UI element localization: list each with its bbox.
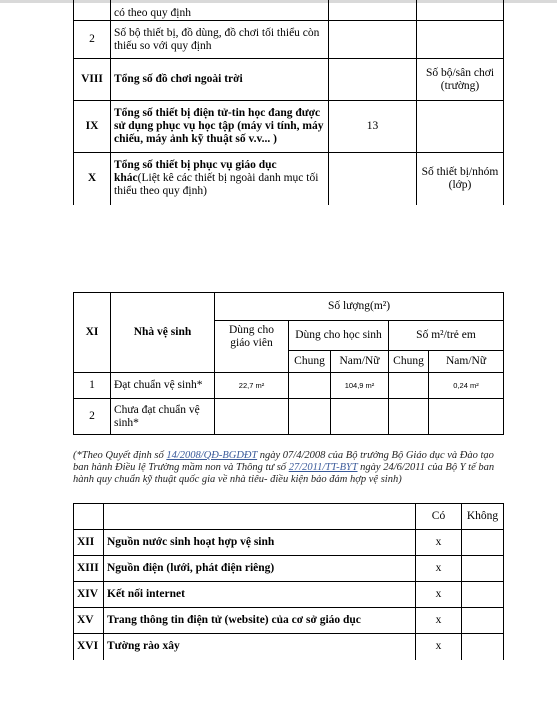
row-label: Tổng số đồ chơi ngoài trời: [111, 59, 329, 101]
row-number: XVI: [74, 634, 104, 660]
row-label-rest: (Liệt kê các thiết bị ngoài danh mục tối thiểu theo quy định): [114, 172, 319, 198]
row-label: Số bộ thiết bị, đồ dùng, đồ chơi tối thiểu còn thiếu so với quy định: [111, 21, 329, 59]
no-mark: [462, 608, 504, 634]
table-row: [74, 399, 504, 435]
table-header-row: [74, 504, 504, 530]
no-mark: [462, 582, 504, 608]
table-row: [74, 59, 504, 101]
row-number: XV: [74, 608, 104, 634]
row-number: IX: [74, 101, 111, 153]
table-row: [74, 21, 504, 59]
equipment-table: [73, 0, 504, 205]
toilet-table: [73, 292, 504, 435]
row-value: [329, 0, 417, 21]
students-common-value: [289, 373, 331, 399]
row-value: 13: [329, 101, 417, 153]
row-unit: Số thiết bị/nhóm (lớp): [417, 153, 504, 205]
teacher-header: Dùng cho giáo viên: [215, 321, 289, 373]
footnote-text: ngày 24/6/2011 của Bộ Y tế ban hành quy chuẩn kỹ thuật quốc gia về nhà tiêu- điều kiện bảo đảm hợp vệ sinh): [73, 462, 495, 485]
ratio-common-value: [389, 399, 429, 435]
row-number: XIII: [74, 556, 104, 582]
yes-mark: x: [416, 634, 462, 660]
row-unit: [417, 101, 504, 153]
ratio-header: Số m²/trẻ em: [389, 321, 504, 351]
students-common-value: [289, 399, 331, 435]
section-title: Nhà vệ sinh: [111, 293, 215, 373]
table-row: [74, 582, 504, 608]
row-number: [74, 0, 111, 21]
ratio-gender-value: 0,24 m²: [429, 373, 504, 399]
table-header-row: [74, 293, 504, 321]
students-gender-header: Nam/Nữ: [331, 351, 389, 373]
yes-mark: x: [416, 608, 462, 634]
teacher-value: [215, 399, 289, 435]
table-row: [74, 0, 504, 21]
ratio-gender-header: Nam/Nữ: [429, 351, 504, 373]
row-label: có theo quy định: [111, 0, 329, 21]
row-number: 2: [74, 399, 111, 435]
table-row: [74, 556, 504, 582]
ratio-common-header: Chung: [389, 351, 429, 373]
table-row: [74, 373, 504, 399]
yes-mark: x: [416, 530, 462, 556]
footnote-text: ngày 07/4/2008 của Bộ trưởng Bộ Giáo dục và Đào tạo ban hành Điều lệ Trường mầm non và Thông tư số: [73, 450, 494, 473]
footnote: [73, 450, 503, 486]
row-label: Tường rào xây: [104, 634, 416, 660]
header-blank: [74, 504, 104, 530]
no-mark: [462, 634, 504, 660]
facilities-table: [73, 503, 504, 660]
row-label: Tổng số thiết bị điện tử-tin học đang được sử dụng phục vụ học tập (máy vi tính, máy chiếu, máy ảnh kỹ thuật số v.v... ): [111, 101, 329, 153]
table-row: [74, 530, 504, 556]
students-common-header: Chung: [289, 351, 331, 373]
row-label: [111, 153, 329, 205]
students-gender-value: [331, 399, 389, 435]
row-number: X: [74, 153, 111, 205]
decision-link[interactable]: 14/2008/QĐ-BGDĐT: [166, 450, 258, 461]
students-gender-value: 104,9 m²: [331, 373, 389, 399]
no-header: Không: [462, 504, 504, 530]
teacher-value: 22,7 m²: [215, 373, 289, 399]
header-blank: [104, 504, 416, 530]
row-label: Nguồn nước sinh hoạt hợp vệ sinh: [104, 530, 416, 556]
row-unit: Số bộ/sân chơi (trường): [417, 59, 504, 101]
ratio-common-value: [389, 373, 429, 399]
row-unit: [417, 0, 504, 21]
row-label: Đạt chuẩn vệ sinh*: [111, 373, 215, 399]
row-label: Trang thông tin điện tử (website) của cơ sở giáo dục: [104, 608, 416, 634]
no-mark: [462, 556, 504, 582]
row-number: VIII: [74, 59, 111, 101]
table-row: [74, 153, 504, 205]
row-unit: [417, 21, 504, 59]
row-value: [329, 59, 417, 101]
table-row: [74, 101, 504, 153]
yes-mark: x: [416, 582, 462, 608]
row-value: [329, 153, 417, 205]
ratio-gender-value: [429, 399, 504, 435]
yes-mark: x: [416, 556, 462, 582]
row-number: 1: [74, 373, 111, 399]
table-row: [74, 634, 504, 660]
row-label: Nguồn điện (lưới, phát điện riêng): [104, 556, 416, 582]
circular-link[interactable]: 27/2011/TT-BYT: [288, 462, 358, 473]
yes-header: Có: [416, 504, 462, 530]
row-number: XII: [74, 530, 104, 556]
section-number: XI: [74, 293, 111, 373]
row-label: Kết nối internet: [104, 582, 416, 608]
row-label: Chưa đạt chuẩn vệ sinh*: [111, 399, 215, 435]
quantity-header: Số lượng(m²): [215, 293, 504, 321]
row-number: 2: [74, 21, 111, 59]
students-header: Dùng cho học sinh: [289, 321, 389, 351]
no-mark: [462, 530, 504, 556]
row-label-bold: Tổng số thiết bị phục vụ giáo dục khác: [114, 159, 277, 185]
row-value: [329, 21, 417, 59]
table-row: [74, 608, 504, 634]
row-number: XIV: [74, 582, 104, 608]
footnote-text: (*Theo Quyết định số: [73, 450, 167, 461]
